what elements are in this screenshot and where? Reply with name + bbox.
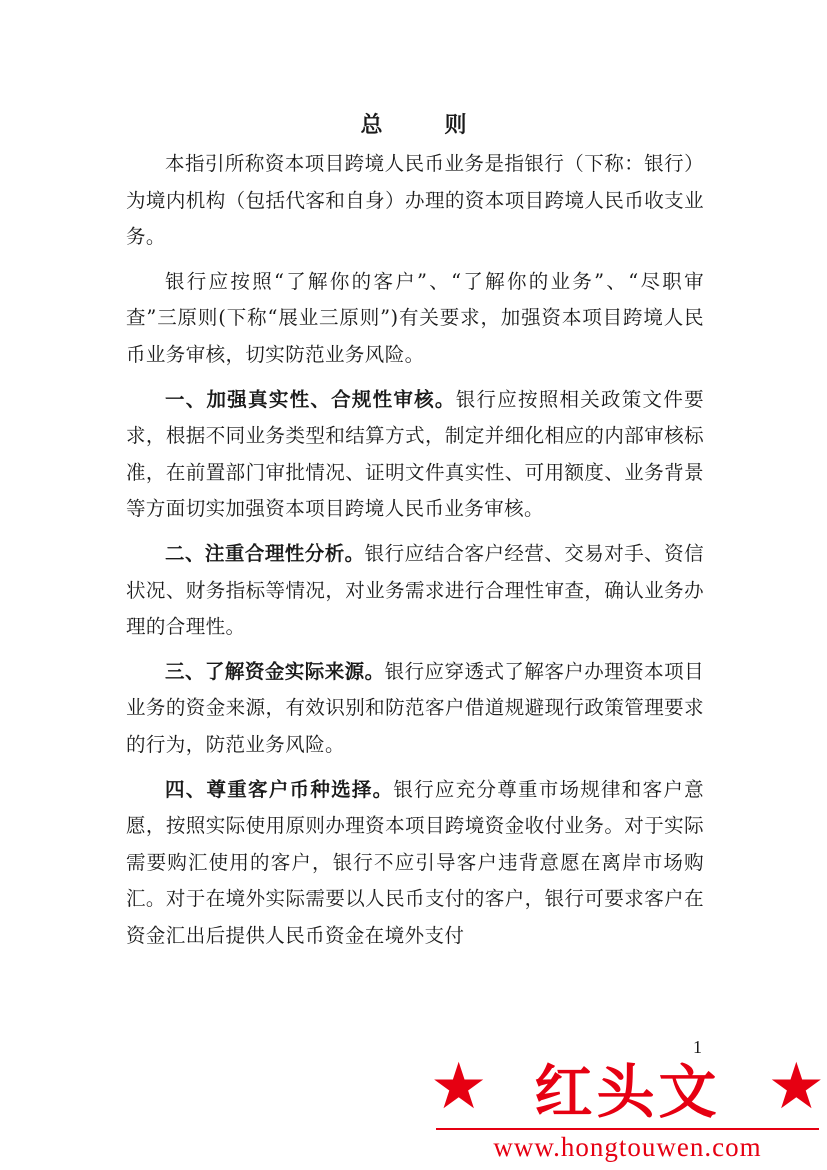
watermark-row [430, 1050, 825, 1126]
paragraph-text: 银行应充分尊重市场规律和客户意愿，按照实际使用原则办理资本项目跨境资金收付业务。对于实际需要购汇使用的客户，银行不应引导客户违背意愿在离岸市场购汇。对于在境外实际需要以人民币支付的客户，银行可要求客户在资金汇出后提供人民币资金在境外支付 [126, 777, 704, 947]
paragraph-5 [126, 654, 704, 764]
paragraph-lead: 二、注重合理性分析。 [165, 541, 365, 565]
paragraph-text: 银行应按照“了解你的客户”、“了解你的业务”、“尽职审查”三原则(下称“展业三原则”)有关要求，加强资本项目跨境人民币业务审核，切实防范业务风险。 [126, 269, 704, 366]
star-icon: ★ [430, 1050, 488, 1124]
body-text [126, 146, 704, 954]
page-number: 1 [693, 1037, 702, 1057]
watermark-url: www.hongtouwen.com [493, 1132, 762, 1162]
paragraph-6 [126, 772, 704, 955]
paragraph-4 [126, 536, 704, 646]
star-icon: ★ [767, 1050, 825, 1124]
page-title: 总 则 [360, 112, 487, 138]
paragraph-text: 本指引所称资本项目跨境人民币业务是指银行（下称：银行）为境内机构（包括代客和自身）办理的资本项目跨境人民币收支业务。 [126, 152, 704, 249]
paragraph-text: 银行应按照相关政策文件要求，根据不同业务类型和结算方式，制定并细化相应的内部审核标准，在前置部门审批情况、证明文件真实性、可用额度、业务背景等方面切实加强资本项目跨境人民币业务审核。 [126, 387, 704, 521]
paragraph-text: 银行应结合客户经营、交易对手、资信状况、财务指标等情况，对业务需求进行合理性审查，确认业务办理的合理性。 [126, 541, 704, 639]
paragraph-text: 银行应穿透式了解客户办理资本项目业务的资金来源，有效识别和防范客户借道规避现行政策管理要求的行为，防范业务风险。 [126, 659, 704, 756]
watermark-text: 红头文 [534, 1058, 721, 1126]
paragraph-lead: 一、加强真实性、合规性审核。 [165, 387, 456, 411]
paragraph-lead: 三、了解资金实际来源。 [165, 659, 385, 683]
paragraph-3 [126, 382, 704, 528]
watermark-logo [430, 1052, 825, 1170]
paragraph-lead: 四、尊重客户币种选择。 [165, 777, 394, 801]
watermark-divider [436, 1128, 819, 1130]
paragraph-2 [126, 264, 704, 374]
paragraph-1 [126, 146, 704, 256]
